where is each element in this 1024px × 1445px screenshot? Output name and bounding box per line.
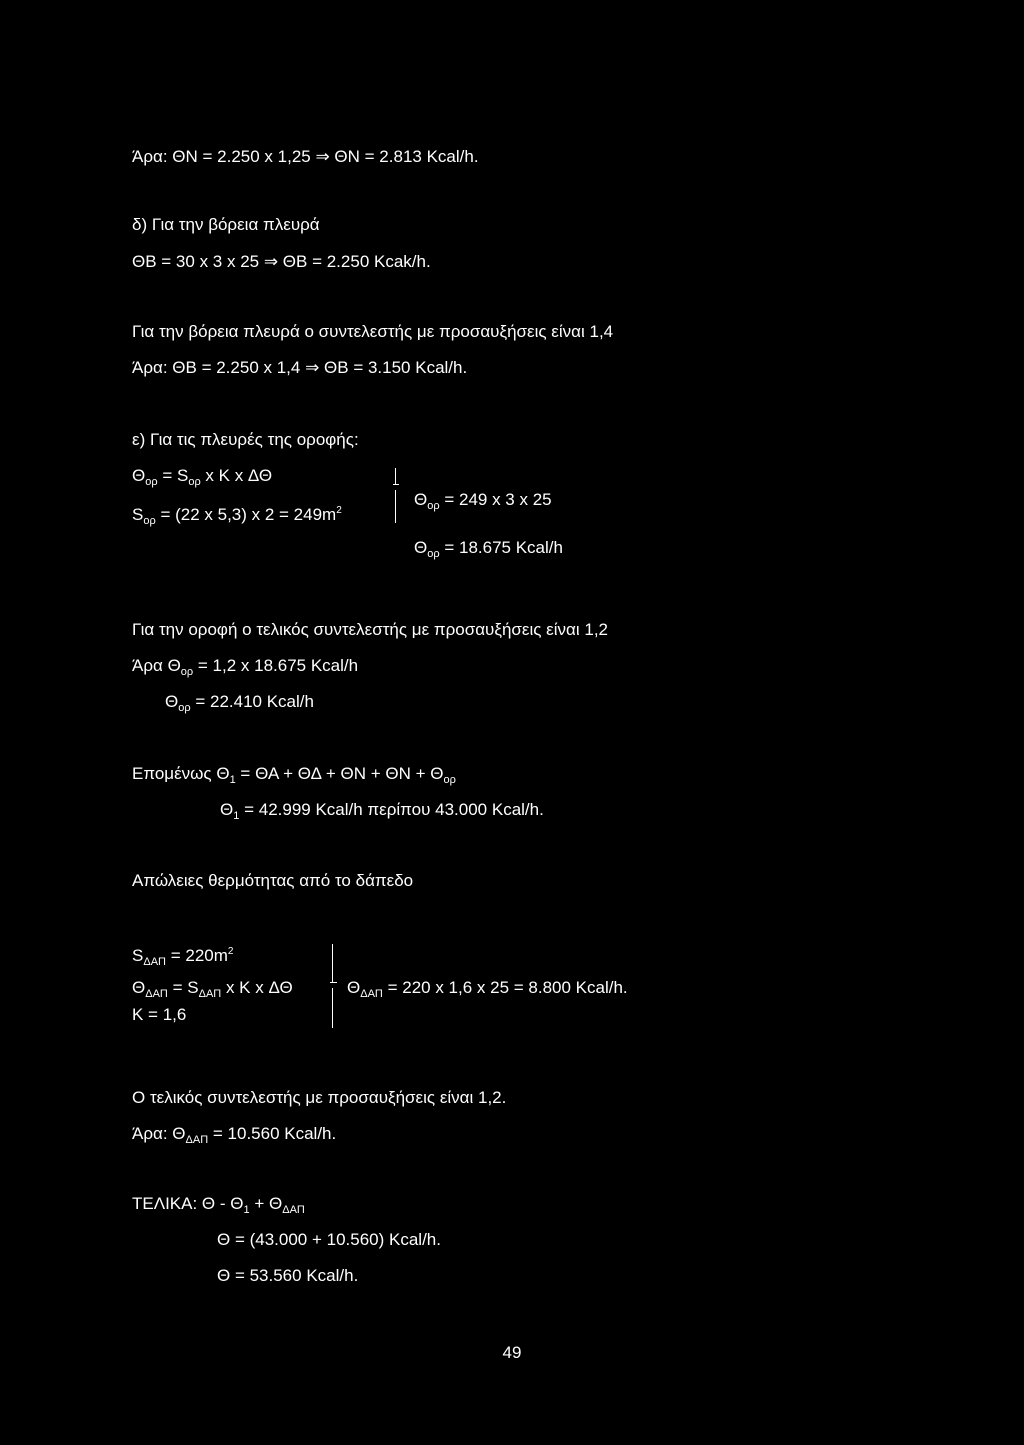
result-line-theta-n: Άρα: ΘΝ = 2.250 x 1,25 ⇒ ΘΝ = 2.813 Kcal/h. bbox=[132, 147, 479, 166]
sum-result: $\Theta_1 = 42.999$ Kcal/h περίπου 43.000 Kcal/h. bbox=[220, 800, 544, 822]
north-heading: δ) Για την βόρεια πλευρά bbox=[132, 215, 320, 234]
floor-ara-line: Άρα: $\Theta_{\Delta A\Pi} = 10.560$ Kcal/h. bbox=[132, 1124, 337, 1146]
sum-formula: Επομένως $\Theta_1 = \Theta A + \Theta\Delta + \Theta N + \Theta N + \Theta_{o\rho}$ bbox=[132, 764, 456, 786]
north-calc: ΘΒ = 30 x 3 x 25 ⇒ ΘΒ = 2.250 Kcak/h. bbox=[132, 252, 431, 271]
floor-heading: Απώλειες θερμότητας από το δάπεδο bbox=[132, 871, 414, 890]
floor-formula-2: $\Theta_{\Delta A\Pi} = S_{\Delta A\Pi}$ x K x ΔΘ bbox=[132, 978, 293, 1000]
roof-result-2: $\Theta_{o\rho} = 18.675$ Kcal/h bbox=[414, 538, 563, 560]
roof-formula-1: $\Theta_{o\rho} = S_{o\rho}$ x K x ΔΘ bbox=[132, 466, 273, 488]
page-number: 49 bbox=[502, 1343, 522, 1362]
final-line-2: Θ = (43.000 + 10.560) Kcal/h. bbox=[217, 1230, 441, 1249]
north-result: Άρα: ΘΒ = 2.250 x 1,4 ⇒ ΘΒ = 3.150 Kcal/h. bbox=[132, 358, 468, 377]
final-line-3: Θ = 53.560 Kcal/h. bbox=[217, 1266, 359, 1285]
floor-formula-1: $S_{\Delta A\Pi} = 220m^2$ bbox=[132, 946, 234, 968]
roof-heading: ε) Για τις πλευρές της οροφής: bbox=[132, 430, 359, 449]
roof-line-3: $\Theta_{o\rho} = 22.410$ Kcal/h bbox=[165, 692, 314, 714]
roof-line-2: Άρα $\Theta_{o\rho} = 1,2$ x 18.675 Kcal/h bbox=[132, 656, 359, 678]
roof-coef-text: Για την οροφή ο τελικός συντελεστής με προσαυξήσεις είναι 1,2 bbox=[132, 620, 608, 639]
floor-coef-text: Ο τελικός συντελεστής με προσαυξήσεις είναι 1,2. bbox=[132, 1088, 507, 1107]
floor-formula-3: K = 1,6 bbox=[132, 1005, 187, 1024]
roof-result-1: $\Theta_{o\rho} = 249$ x 3 x 25 bbox=[414, 490, 552, 512]
final-formula: ΤΕΛΙΚΑ: $\Theta - \Theta_1 + \Theta_{\Delta A\Pi}$ bbox=[132, 1194, 305, 1216]
roof-formula-2: $S_{o\rho} = (22$ x 5,3) x $2 = 249m^2$ bbox=[132, 505, 342, 527]
floor-result: $\Theta_{\Delta A\Pi} = 220$ x 1,6 x 25 = 8.800 Kcal/h. bbox=[347, 978, 628, 1000]
north-coef-text: Για την βόρεια πλευρά ο συντελεστής με προσαυξήσεις είναι 1,4 bbox=[132, 322, 614, 341]
